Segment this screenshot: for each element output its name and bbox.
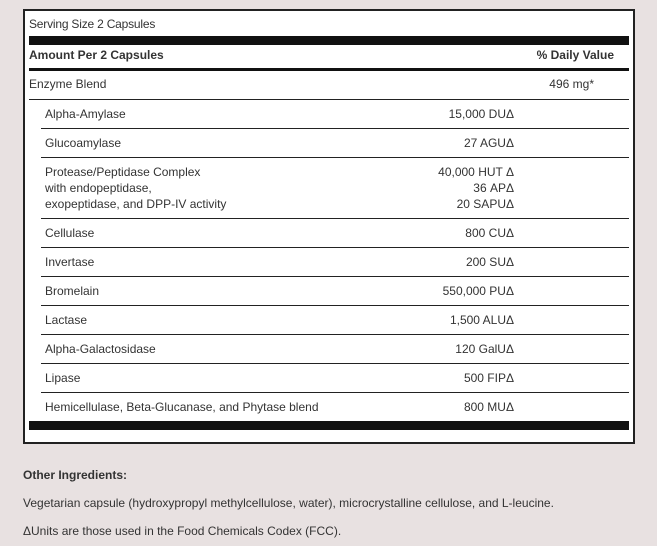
- table-row: [41, 100, 629, 129]
- table-row: [41, 364, 629, 393]
- row-amount: 500 FIPΔ: [463, 371, 514, 385]
- row-amount: 27 AGUΔ: [463, 136, 514, 150]
- row-name: Protease/Peptidase Complex with endopeptidase, exopeptidase, and DPP-IV activity: [45, 165, 227, 211]
- other-ingredients-title: Other Ingredients:: [23, 468, 128, 482]
- row-amount: 120 GalUΔ: [455, 342, 514, 356]
- row-name: Hemicellulase, Beta-Glucanase, and Phytase blend: [45, 400, 319, 414]
- blend-amount: 496 mg*: [549, 77, 594, 91]
- enzyme-blend-row: [29, 71, 629, 100]
- other-ingredients-text: Vegetarian capsule (hydroxypropyl methylcellulose, water), microcrystalline cellulose, and L-leucine.: [23, 496, 554, 510]
- row-amount: 15,000 DUΔ: [448, 107, 514, 121]
- table-row: [41, 248, 629, 277]
- row-name: Invertase: [45, 255, 95, 269]
- header-amount: Amount Per 2 Capsules: [29, 48, 164, 62]
- table-row: [41, 393, 629, 422]
- row-amount: 200 SUΔ: [465, 255, 514, 269]
- row-name: Bromelain: [45, 284, 100, 298]
- table-row: [41, 335, 629, 364]
- table-row: [41, 277, 629, 306]
- row-name: Lipase: [45, 371, 81, 385]
- table-row: [41, 306, 629, 335]
- supplement-facts-panel: [23, 9, 635, 444]
- table-row: [41, 158, 629, 219]
- table-row: [41, 129, 629, 158]
- divider-thick-top: [29, 36, 629, 45]
- row-name: Alpha-Galactosidase: [45, 342, 156, 356]
- header-daily-value: % Daily Value: [536, 48, 614, 62]
- blend-name: Enzyme Blend: [29, 77, 107, 91]
- table-header: [29, 48, 629, 68]
- row-name: Glucoamylase: [45, 136, 122, 150]
- row-amount: 550,000 PUΔ: [442, 284, 514, 298]
- serving-size: Serving Size 2 Capsules: [29, 17, 156, 31]
- row-amount: 800 CUΔ: [465, 226, 514, 240]
- row-amount: 1,500 ALUΔ: [449, 313, 514, 327]
- row-name: Cellulase: [45, 226, 95, 240]
- table-row: [41, 219, 629, 248]
- fcc-footnote: ΔUnits are those used in the Food Chemicals Codex (FCC).: [23, 524, 342, 538]
- row-amount: 800 MUΔ: [463, 400, 514, 414]
- row-amount: 40,000 HUT Δ 36 APΔ 20 SAPUΔ: [438, 165, 514, 211]
- divider-thick-bottom: [29, 421, 629, 430]
- row-name: Alpha-Amylase: [45, 107, 126, 121]
- ingredient-rows: [29, 100, 629, 422]
- row-name: Lactase: [45, 313, 88, 327]
